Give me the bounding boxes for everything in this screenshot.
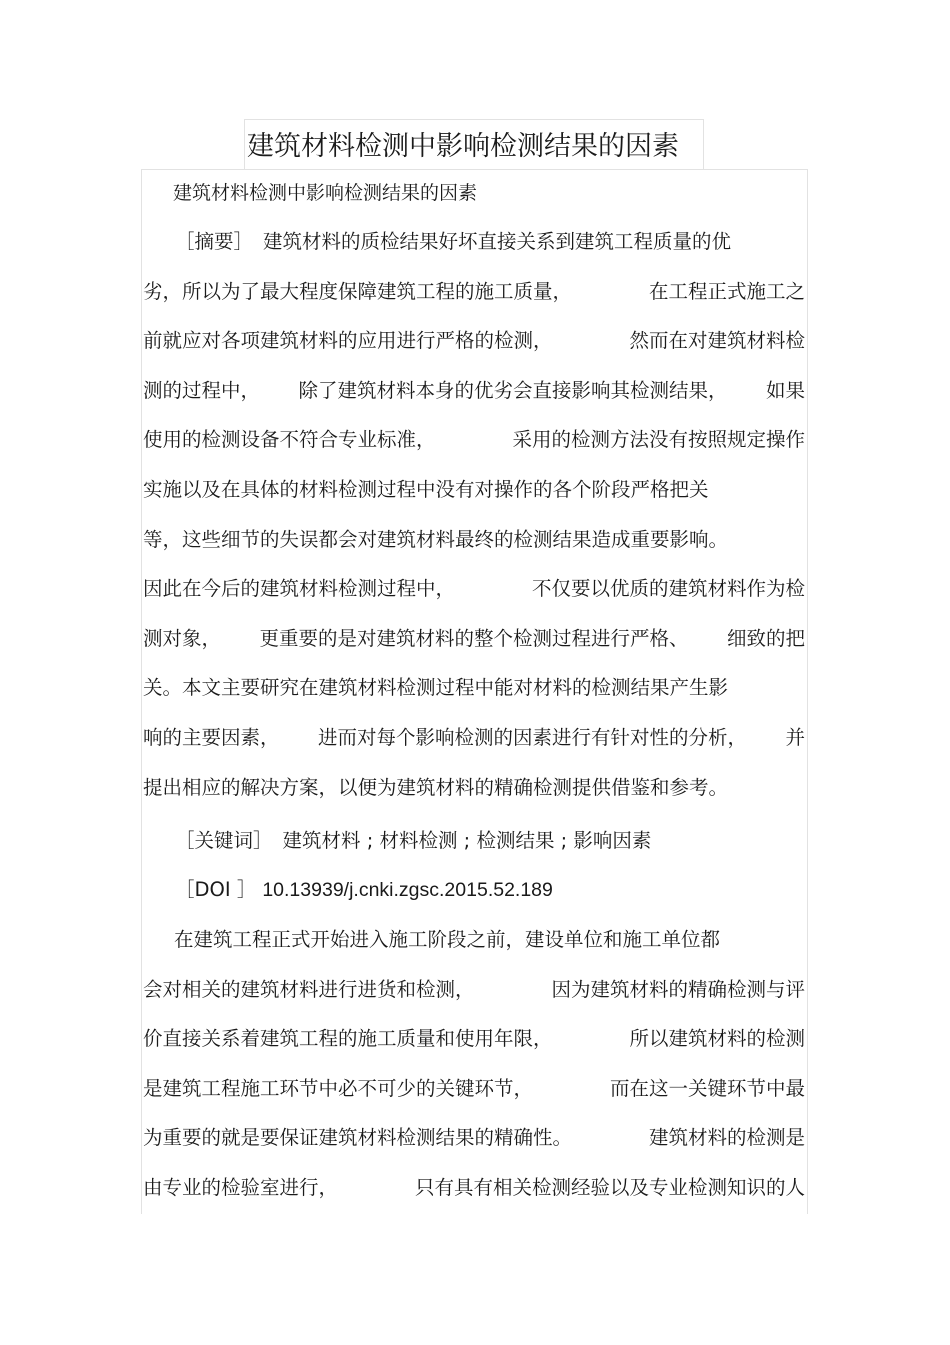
text-segment: 不仅要以优质的建筑材料作为检: [531, 577, 805, 601]
document-title: 建筑材料检测中影响检测结果的因素: [247, 131, 679, 162]
text-line: [143, 1027, 805, 1051]
abstract-label: ［摘要］: [175, 230, 254, 253]
text-line: [143, 978, 805, 1002]
text-segment: 采用的检测方法没有按照规定操作: [512, 428, 805, 452]
text-line: [174, 928, 764, 952]
text-line: [143, 528, 805, 552]
text-line: [143, 776, 805, 800]
text-segment: 建筑材料的质检结果好坏直接关系到建筑工程质量的优: [263, 230, 732, 253]
title-frame: [244, 119, 704, 169]
text-line: [143, 428, 805, 452]
keywords-label: ［关键词］: [175, 829, 273, 852]
text-line: [143, 627, 805, 651]
text-segment: 为重要的就是要保证建筑材料检测结果的精确性。: [143, 1126, 573, 1150]
text-segment: 由专业的检验室进行，: [143, 1176, 339, 1199]
text-segment: 关。本文主要研究在建筑材料检测过程中能对材料的检测结果产生影: [143, 676, 729, 700]
text-segment: 在建筑工程正式开始进入施工阶段之前，建设单位和施工单位都: [174, 928, 721, 951]
text-segment: 然而在对建筑材料检: [629, 329, 805, 353]
text-line: [143, 676, 805, 700]
text-segment: 使用的检测设备不符合专业标准，: [143, 428, 436, 452]
text-line: [143, 577, 805, 601]
text-segment: 并: [785, 726, 805, 749]
text-segment: 如果: [765, 378, 805, 402]
text-segment: 所以建筑材料的检测: [629, 1027, 805, 1051]
document-subtitle: 建筑材料检测中影响检测结果的因素: [173, 182, 478, 204]
text-line: [143, 1126, 805, 1150]
text-segment: 建筑材料的检测是: [648, 1126, 805, 1150]
text-segment: 测对象，: [143, 626, 222, 650]
doi-line: [175, 878, 553, 902]
text-line: [143, 280, 805, 304]
text-segment: 更重要的是对建筑材料的整个检测过程进行严格、: [259, 626, 689, 650]
text-segment: 实施以及在具体的材料检测过程中没有对操作的各个阶段严格把关: [143, 478, 709, 501]
text-segment: 细致的把: [726, 626, 805, 650]
text-segment: 是建筑工程施工环节中必不可少的关键环节，: [143, 1076, 534, 1100]
text-line: [143, 726, 805, 750]
text-segment: 除了建筑材料本身的优劣会直接影响其检测结果，: [298, 378, 728, 402]
text-line: [143, 329, 805, 353]
text-line: [143, 1077, 805, 1101]
text-segment: 会对相关的建筑材料进行进货和检测，: [143, 977, 475, 1001]
text-segment: 测的过程中，: [143, 378, 261, 402]
text-segment: 因为建筑材料的精确检测与评: [551, 977, 805, 1001]
text-line: [143, 1176, 805, 1200]
text-segment: 响的主要因素，: [143, 726, 280, 749]
text-segment: 只有具有相关检测经验以及专业检测知识的人: [414, 1176, 805, 1199]
text-segment: 在工程正式施工之: [648, 279, 805, 303]
doi-text: 10.13939/j.cnki.zgsc.2015.52.189: [262, 879, 553, 901]
doi-label: ［DOI ］: [175, 878, 257, 901]
text-segment: 进而对每个影响检测的因素进行有针对性的分析，: [317, 726, 747, 749]
keywords-line: [175, 829, 651, 853]
text-segment: 因此在今后的建筑材料检测过程中，: [143, 577, 456, 601]
text-segment: 劣，所以为了最大程度保障建筑工程的施工质量，: [143, 279, 573, 303]
keywords-text: 建筑材料 ; 材料检测 ; 检测结果 ; 影响因素: [282, 829, 652, 852]
text-segment: 价直接关系着建筑工程的施工质量和使用年限，: [143, 1027, 553, 1051]
text-segment: 而在这一关键环节中最: [609, 1076, 805, 1100]
text-line: [175, 230, 765, 254]
text-segment: 前就应对各项建筑材料的应用进行严格的检测，: [143, 329, 553, 353]
text-segment: 提出相应的解决方案，以便为建筑材料的精确检测提供借鉴和参考。: [143, 775, 729, 799]
text-line: [143, 379, 805, 403]
text-line: [143, 478, 805, 502]
text-segment: 等，这些细节的失误都会对建筑材料最终的检测结果造成重要影响。: [143, 527, 729, 551]
